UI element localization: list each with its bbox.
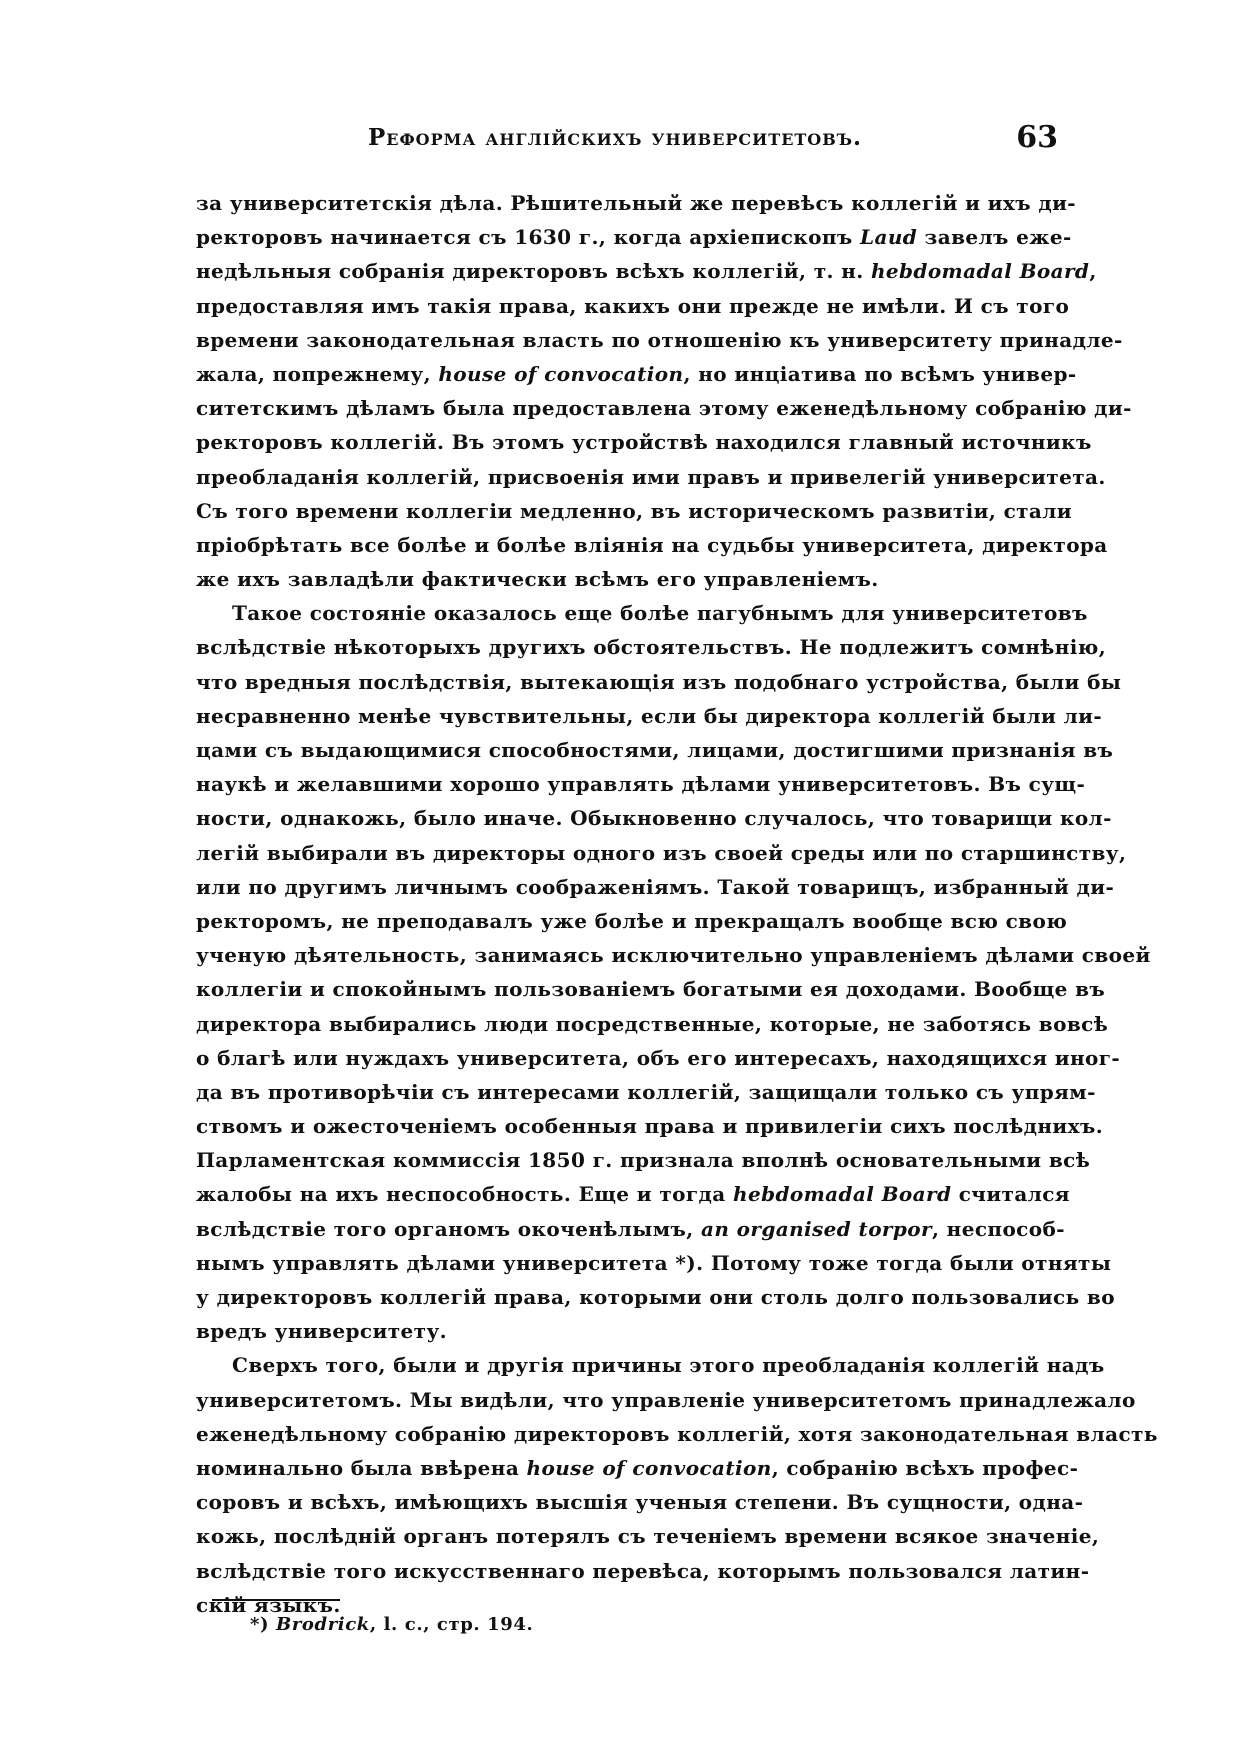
text-line: несравненно менѣе чувствительны, если бы директора коллегій были ли- [196, 703, 1103, 728]
text-line: цами съ выдающимися способностями, лицами, достигшими признанія въ [196, 738, 1114, 762]
text-line: коллегіи и спокойнымъ пользованіемъ богатыми ея доходами. Вообще въ [196, 977, 1106, 1002]
text-line: ректоромъ, не преподавалъ уже болѣе и прекращалъ вообще всю свою [196, 908, 1068, 933]
text-line: да въ противорѣчіи съ интересами коллегій, защищали только съ упрям- [196, 1079, 1096, 1104]
text-line: Сверхъ того, были и другія причины этого преобладанія коллегій надъ [232, 1353, 1105, 1378]
text-line: пріобрѣтать все болѣе и болѣе вліянія на судьбы университета, директора [196, 532, 1108, 557]
text-line: ситетскимъ дѣламъ была предоставлена этому еженедѣльному собранію ди- [196, 396, 1132, 421]
page-number: 63 [1016, 120, 1058, 155]
text-line: что вредныя послѣдствія, вытекающія изъ подобнаго устройства, были бы [196, 669, 1122, 694]
text-line: номинально была ввѣрена house of convocation, собранію всѣхъ профес- [196, 1455, 1079, 1480]
text-line: жалобы на ихъ неспособность. Еще и тогда hebdomadal Board считался [196, 1182, 1070, 1207]
italic-term: an organised torpor [701, 1216, 932, 1241]
text-line: Такое состояніе оказалось еще болѣе пагубнымъ для университетовъ [232, 601, 1088, 626]
footnote-divider [212, 1599, 340, 1601]
text-line: директора выбирались люди посредственные, которые, не заботясь вовсѣ [196, 1011, 1109, 1036]
text-line: университетомъ. Мы видѣли, что управленіе университетомъ принадлежало [196, 1387, 1136, 1412]
running-title: Реформа англійскихъ университетовъ. [368, 124, 863, 151]
text-line: предоставляя имъ такія права, какихъ они прежде не имѣли. И съ того [196, 293, 1070, 318]
text-line: соровъ и всѣхъ, имѣющихъ высшія ученыя степени. Въ сущности, одна- [196, 1490, 1084, 1515]
italic-term: hebdomadal Board [870, 259, 1090, 284]
text-line: нымъ управлять дѣлами университета *). Потому тоже тогда были отняты [196, 1250, 1112, 1275]
text-line: ученую дѣятельность, занимаясь исключительно управленіемъ дѣлами своей [196, 943, 1151, 968]
text-line: еженедѣльному собранію директоровъ коллегій, хотя законодательная власть [196, 1421, 1158, 1446]
text-line: ствомъ и ожесточеніемъ особенныя права и привилегіи сихъ послѣднихъ. [196, 1114, 1104, 1139]
text-line: вслѣдствіе того искусственнаго перевѣса, которымъ пользовался латин- [196, 1558, 1090, 1583]
text-line: вслѣдствіе нѣкоторыхъ другихъ обстоятельствъ. Не подлежитъ сомнѣнію, [196, 635, 1107, 660]
text-line: или по другимъ личнымъ соображеніямъ. Такой товарищъ, избранный ди- [196, 874, 1115, 899]
text-line: вредъ университету. [196, 1319, 448, 1344]
italic-term: Laud [860, 225, 918, 250]
italic-term: house of convocation [526, 1455, 772, 1480]
body-text [196, 186, 1158, 1622]
text-line: наукѣ и желавшими хорошо управлять дѣлами университетовъ. Въ сущ- [196, 772, 1086, 797]
footnote-reference: , l. c., стр. 194. [369, 1614, 534, 1635]
text-line: времени законодательная власть по отношенію къ университету принадле- [196, 327, 1123, 352]
footnote-author: Brodrick [276, 1614, 370, 1635]
text-line: за университетскія дѣла. Рѣшительный же перевѣсъ коллегій и ихъ ди- [196, 191, 1077, 215]
italic-term: hebdomadal Board [733, 1182, 952, 1207]
text-line: вслѣдствіе того органомъ окоченѣлымъ, an organised torpor, неспособ- [196, 1216, 1065, 1241]
text-line: ректоровъ начинается съ 1630 г., когда архіепископъ Laud завелъ еже- [196, 225, 1072, 250]
text-line: ректоровъ коллегій. Въ этомъ устройствѣ находился главный источникъ [196, 430, 1092, 455]
text-line: Съ того времени коллегіи медленно, въ историческомъ развитіи, стали [196, 498, 1073, 523]
text-line: скій языкъ. [196, 1592, 341, 1617]
text-line: Парламентская коммиссія 1850 г. признала вполнѣ основательными всѣ [196, 1148, 1091, 1173]
footnote [250, 1614, 533, 1635]
text-line: же ихъ завладѣли фактически всѣмъ его управленіемъ. [196, 567, 879, 592]
text-line: легій выбирали въ директоры одного изъ своей среды или по старшинству, [196, 840, 1127, 865]
text-line: у директоровъ коллегій права, которыми они столь долго пользовались во [196, 1285, 1115, 1309]
italic-term: house of convocation [438, 361, 684, 386]
text-line: кожь, послѣдній органъ потерялъ съ теченіемъ времени всякое значеніе, [196, 1524, 1100, 1549]
text-line: преобладанія коллегій, присвоенія ими правъ и привелегій университета. [196, 464, 1106, 489]
text-line: о благѣ или нуждахъ университета, объ его интересахъ, находящихся иног- [196, 1045, 1121, 1070]
text-line: жала, попрежнему, house of convocation, но инціатива по всѣмъ универ- [196, 361, 1077, 386]
text-line: недѣльныя собранія директоровъ всѣхъ коллегій, т. н. hebdomadal Board, [196, 259, 1097, 284]
running-head [198, 120, 1058, 160]
footnote-marker: *) [250, 1614, 270, 1635]
text-line: ности, однакожь, было иначе. Обыкновенно случалось, что товарищи кол- [196, 806, 1112, 831]
